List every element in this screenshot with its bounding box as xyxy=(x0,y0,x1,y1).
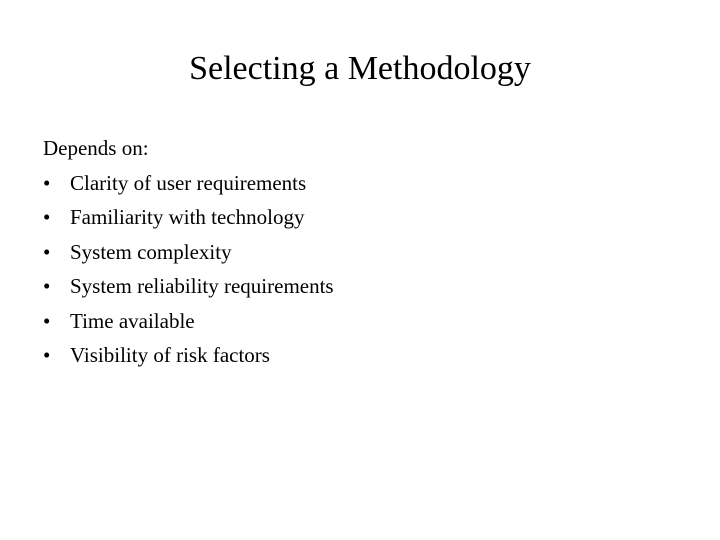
bullet-item xyxy=(43,338,683,373)
bullet-item xyxy=(43,235,683,270)
bullet-item xyxy=(43,269,683,304)
bullet-item xyxy=(43,166,683,201)
bullet-text: Clarity of user requirements xyxy=(70,170,307,195)
bullet-list xyxy=(43,166,683,373)
bullet-text: System reliability requirements xyxy=(70,274,334,298)
bullet-text: Familiarity with technology xyxy=(70,205,305,229)
bullet-icon: • xyxy=(43,170,51,195)
bullet-icon: • xyxy=(43,343,51,367)
intro-text: Depends on: xyxy=(43,136,149,160)
bullet-icon: • xyxy=(43,239,51,264)
bullet-text: Visibility of risk factors xyxy=(70,343,270,367)
bullet-icon: • xyxy=(43,274,51,298)
slide-title: Selecting a Methodology xyxy=(189,50,531,87)
bullet-text: System complexity xyxy=(70,239,232,264)
bullet-icon: • xyxy=(43,308,51,333)
bullet-item xyxy=(43,304,683,339)
bullet-item xyxy=(43,200,683,235)
bullet-icon: • xyxy=(43,205,51,229)
bullet-text: Time available xyxy=(70,308,195,333)
slide-body xyxy=(43,131,683,373)
